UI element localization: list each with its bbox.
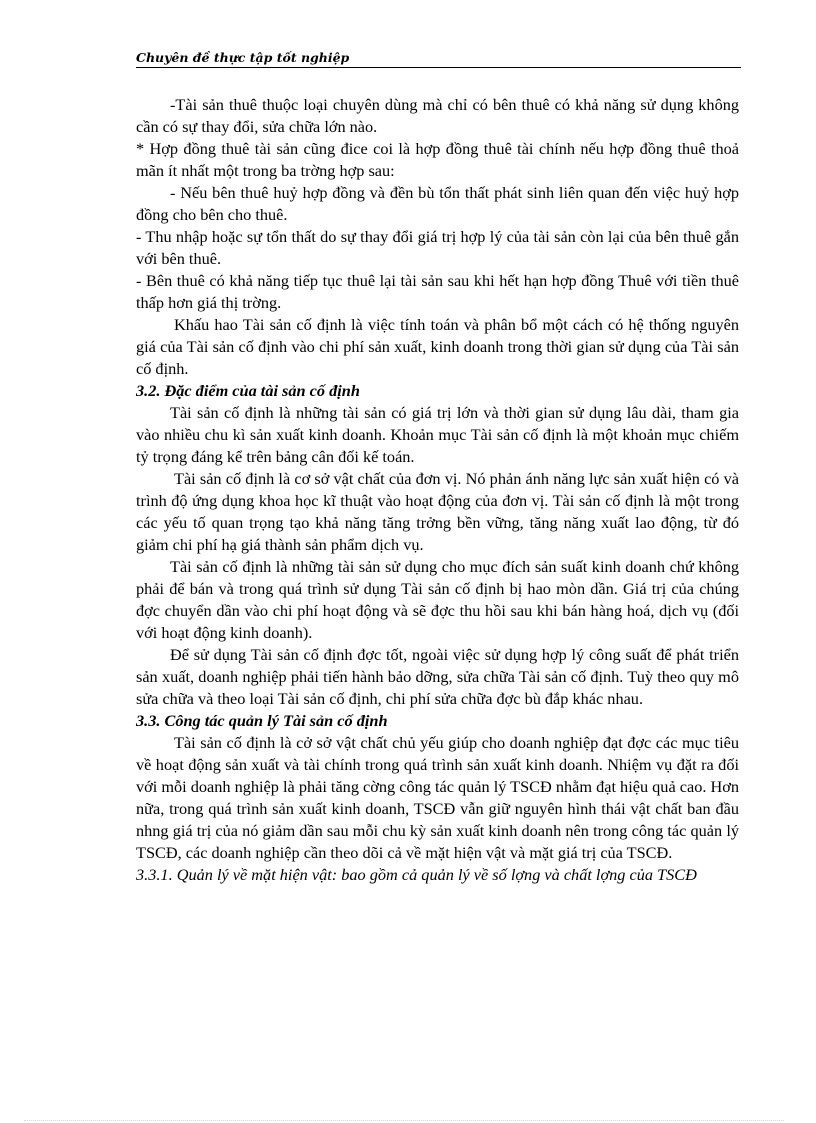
paragraph: Khấu hao Tài sản cố định là việc tính toán và phân bổ một cách có hệ thống nguyên giá của Tài sản cố định vào chi phí sản xuất, kinh doanh trong thời gian sử dụng của Tài sản cố định. xyxy=(136,315,739,378)
paragraph: Tài sản cố định là cở sở vật chất chủ yếu giúp cho doanh nghiệp đạt đợc các mục tiêu về hoạt động sản xuất và tài chính trong quá trình sản xuất kinh doanh. Nhiệm vụ đặt ra đối với mỗi doanh nghiệp là phải tăng cờng công tác quản lý TSCĐ nhằm đạt hiệu quả cao. Hơn nữa, trong quá trình sản xuất kinh doanh, TSCĐ vẫn giữ nguyên hình thái vật chất ban đầu nhng giá trị của nó giảm dần sau mỗi chu kỳ sản xuất kinh doanh nên trong công tác quản lý TSCĐ, các doanh nghiệp cần theo dõi cả về mặt hiện vật và mặt giá trị của TSCĐ. xyxy=(136,733,739,862)
body-text xyxy=(136,94,739,886)
paragraph: Để sử dụng Tài sản cố định đợc tốt, ngoài việc sử dụng hợp lý công suất để phát triển sản xuất, doanh nghiệp phải tiến hành bảo dỡng, sửa chữa Tài sản cố định. Tuỳ theo quy mô sửa chữa và theo loại Tài sản cố định, chi phí sửa chữa đợc bù đắp khác nhau. xyxy=(136,645,739,708)
page-bottom-rule xyxy=(24,1120,784,1121)
paragraph: - Thu nhập hoặc sự tổn thất do sự thay đổi giá trị hợp lý của tài sản còn lại của bên thuê gắn với bên thuê. xyxy=(136,227,739,268)
section-heading: 3.3. Công tác quản lý Tài sản cố định xyxy=(136,711,388,730)
section-heading: 3.2. Đặc điểm của tài sản cố định xyxy=(136,381,360,400)
paragraph: - Nếu bên thuê huỷ hợp đồng và đền bù tổn thất phát sinh liên quan đến việc huỷ hợp đồng cho bên cho thuê. xyxy=(136,183,739,224)
paragraph: Tài sản cố định là những tài sản có giá trị lớn và thời gian sử dụng lâu dài, tham gia vào nhiều chu kì sản xuất kinh doanh. Khoản mục Tài sản cố định là một khoản mục chiếm tỷ trọng đáng kể trên bảng cân đối kế toán. xyxy=(136,403,739,466)
paragraph: - Bên thuê có khả năng tiếp tục thuê lại tài sản sau khi hết hạn hợp đồng Thuê với tiền thuê thấp hơn giá thị trờng. xyxy=(136,271,739,312)
paragraph: * Hợp đồng thuê tài sản cũng đice coi là hợp đồng thuê tài chính nếu hợp đồng thuê thoả mãn ít nhất một trong ba trờng hợp sau: xyxy=(136,139,739,180)
paragraph: Tài sản cố định là cơ sở vật chất của đơn vị. Nó phản ánh năng lực sản xuất hiện có và trình độ ứng dụng khoa học kĩ thuật vào hoạt động của đơn vị. Tài sản cố định là một trong các yếu tố quan trọng tạo khả năng tăng trởng bền vững, tăng năng xuất lao động, từ đó giảm chi phí hạ giá thành sản phẩm dịch vụ. xyxy=(136,469,739,554)
paragraph: Tài sản cố định là những tài sản sử dụng cho mục đích sản suất kinh doanh chứ không phải để bán và trong quá trình sử dụng Tài sản cố định bị hao mòn dần. Giá trị của chúng đợc chuyển dần vào chi phí hoạt động và sẽ đợc thu hồi sau khi bán hàng hoá, dịch vụ (đối với hoạt động kinh doanh). xyxy=(136,557,739,642)
subsection-heading: 3.3.1. Quản lý về mặt hiện vật: bao gồm cả quản lý về số lợng và chất lợng của TSCĐ xyxy=(136,865,697,884)
paragraph: -Tài sản thuê thuộc loại chuyên dùng mà chỉ có bên thuê có khả năng sử dụng không cần có sự thay đổi, sửa chữa lớn nào. xyxy=(136,95,739,136)
running-header: Chuyên đề thực tập tốt nghiệp xyxy=(136,50,741,68)
